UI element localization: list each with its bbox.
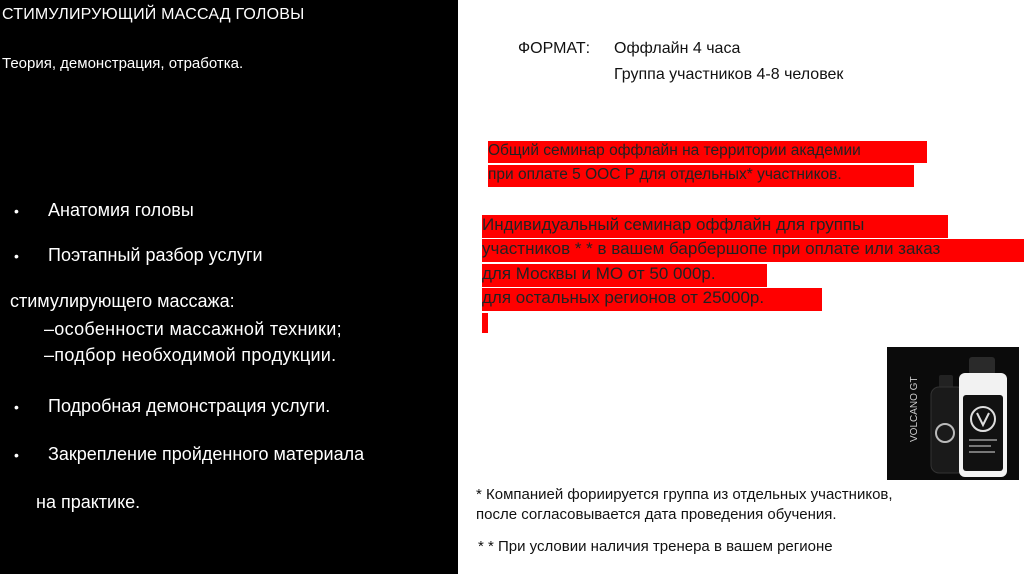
sub-item: –особенности массажной техники;	[44, 319, 342, 339]
bullet-dot: •	[14, 447, 19, 463]
product-image	[887, 347, 1019, 480]
left-panel	[0, 0, 458, 574]
format-label: ФОРМАТ:	[518, 40, 591, 57]
format-duration: Оффлайн 4 часа	[614, 40, 741, 57]
bullet-text: Закрепление пройденного материала	[48, 444, 365, 464]
bullet-continuation: на практике.	[36, 492, 141, 512]
individual-offer-line: участников * * в вашем барбершопе при оплате или заказ	[482, 239, 1024, 262]
bullet-dot: •	[14, 203, 19, 219]
product-bottles-icon	[887, 347, 1019, 480]
individual-offer-line: Индивидуальный семинар оффлайн для группы	[482, 215, 948, 238]
footnote-group: * Компанией фориируется группа из отдельных участников,	[476, 486, 893, 503]
slide-title: СТИМУЛИРУЮЩИЙ МАССАД ГОЛОВЫ	[2, 6, 305, 23]
bullet-text: Поэтапный разбор услуги	[48, 245, 263, 265]
sub-item: –подбор необходимой продукции.	[44, 345, 337, 365]
bullet-dot: •	[14, 399, 19, 415]
bullet-dot: •	[14, 248, 19, 264]
footnote-trainer: * * При условии наличия тренера в вашем регионе	[478, 538, 833, 555]
bullet-text: Анатомия головы	[48, 200, 194, 220]
highlight-cursor-mark	[482, 313, 488, 333]
footnote-date: после согласовывается дата проведения обучения.	[476, 506, 837, 523]
product-brand-label: VOLCANO GT	[909, 376, 920, 442]
bullet-text: Подробная демонстрация услуги.	[48, 396, 331, 416]
general-offer-line: при оплате 5 ООС Р для отдельных* участников.	[488, 165, 914, 187]
slide-subtitle: Теория, демонстрация, отработка.	[2, 55, 244, 72]
format-group-size: Группа участников 4-8 человек	[614, 66, 844, 83]
bullet-continuation: стимулирующего массажа:	[10, 291, 235, 311]
individual-offer-line: для остальных регионов от 25000р.	[482, 288, 822, 311]
general-offer-line: Общий семинар оффлайн на территории академии	[488, 141, 927, 163]
individual-offer-line: для Москвы и МО от 50 000р.	[482, 264, 767, 287]
